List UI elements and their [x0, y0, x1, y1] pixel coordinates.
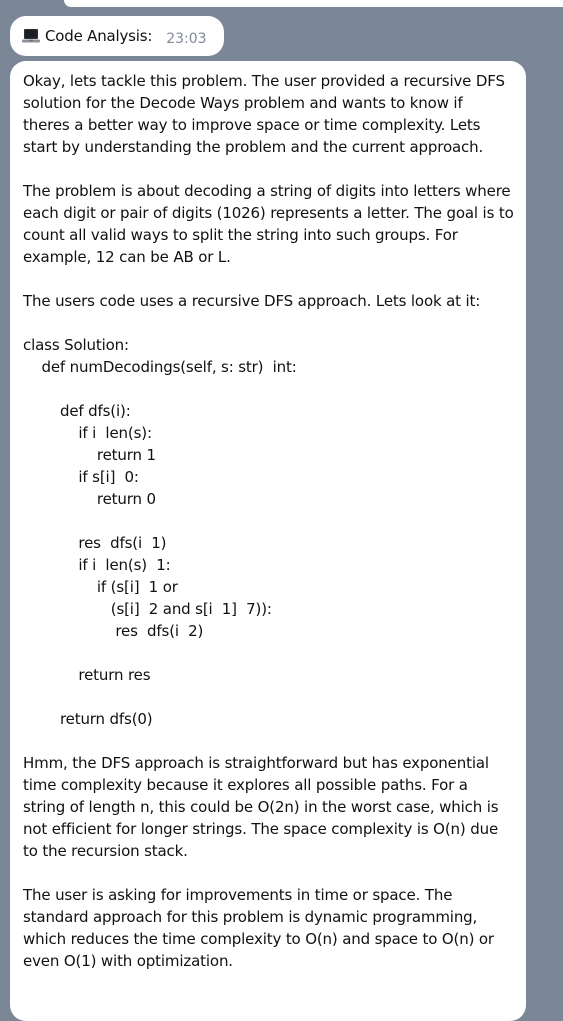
blank-line	[23, 862, 514, 884]
code-line: if (s[i] 1 or	[23, 578, 178, 596]
code-line: return res	[23, 666, 151, 684]
blank-line	[23, 378, 514, 400]
text-line: even O(1) with optimization.	[23, 952, 233, 970]
text-line: solution for the Decode Ways problem and wants to know if	[23, 94, 463, 112]
text-line: each digit or pair of digits (1026) represents a letter. The goal is to	[23, 204, 514, 222]
code-line: def dfs(i):	[23, 402, 131, 420]
text-line: string of length n, this could be O(2n) in the worst case, which is	[23, 798, 499, 816]
code-line: class Solution:	[23, 336, 129, 354]
code-line: return dfs(0)	[23, 710, 153, 728]
code-line: if i len(s) 1:	[23, 556, 171, 574]
text-line: which reduces the time complexity to O(n) and space to O(n) or	[23, 930, 494, 948]
blank-line	[23, 510, 514, 532]
text-line: Hmm, the DFS approach is straightforward but has exponential	[23, 754, 489, 772]
text-line: The users code uses a recursive DFS approach. Lets look at it:	[23, 292, 481, 310]
message-header	[10, 16, 224, 56]
text-line: The user is asking for improvements in time or space. The	[23, 886, 453, 904]
text-line: Okay, lets tackle this problem. The user provided a recursive DFS	[23, 72, 505, 90]
code-line: return 1	[23, 446, 156, 464]
text-line: count all valid ways to split the string into such groups. For	[23, 226, 458, 244]
text-line: theres a better way to improve space or time complexity. Lets	[23, 116, 481, 134]
code-line: res dfs(i 1)	[23, 534, 167, 552]
code-line: (s[i] 2 and s[i 1] 7)):	[23, 600, 272, 618]
blank-line	[23, 268, 514, 290]
code-line: if s[i] 0:	[23, 468, 139, 486]
code-line: def numDecodings(self, s: str) int:	[23, 358, 297, 376]
code-line: return 0	[23, 490, 156, 508]
message-body	[23, 70, 514, 972]
text-line: not efficient for longer strings. The space complexity is O(n) due	[23, 820, 499, 838]
text-line: The problem is about decoding a string of digits into letters where	[23, 182, 511, 200]
blank-line	[23, 158, 514, 180]
header-timestamp: 23:03	[166, 31, 207, 47]
text-line: start by understanding the problem and the current approach.	[23, 138, 484, 156]
text-line: standard approach for this problem is dynamic programming,	[23, 908, 478, 926]
laptop-icon	[22, 29, 40, 43]
blank-line	[23, 642, 514, 664]
previous-message-edge	[64, 0, 563, 7]
text-line: example, 12 can be AB or L.	[23, 248, 231, 266]
text-line: time complexity because it explores all possible paths. For a	[23, 776, 468, 794]
message-bubble	[10, 61, 526, 1021]
blank-line	[23, 730, 514, 752]
code-line: if i len(s):	[23, 424, 152, 442]
blank-line	[23, 312, 514, 334]
code-line: res dfs(i 2)	[23, 622, 204, 640]
header-title: Code Analysis:	[45, 27, 153, 45]
text-line: to the recursion stack.	[23, 842, 188, 860]
blank-line	[23, 686, 514, 708]
